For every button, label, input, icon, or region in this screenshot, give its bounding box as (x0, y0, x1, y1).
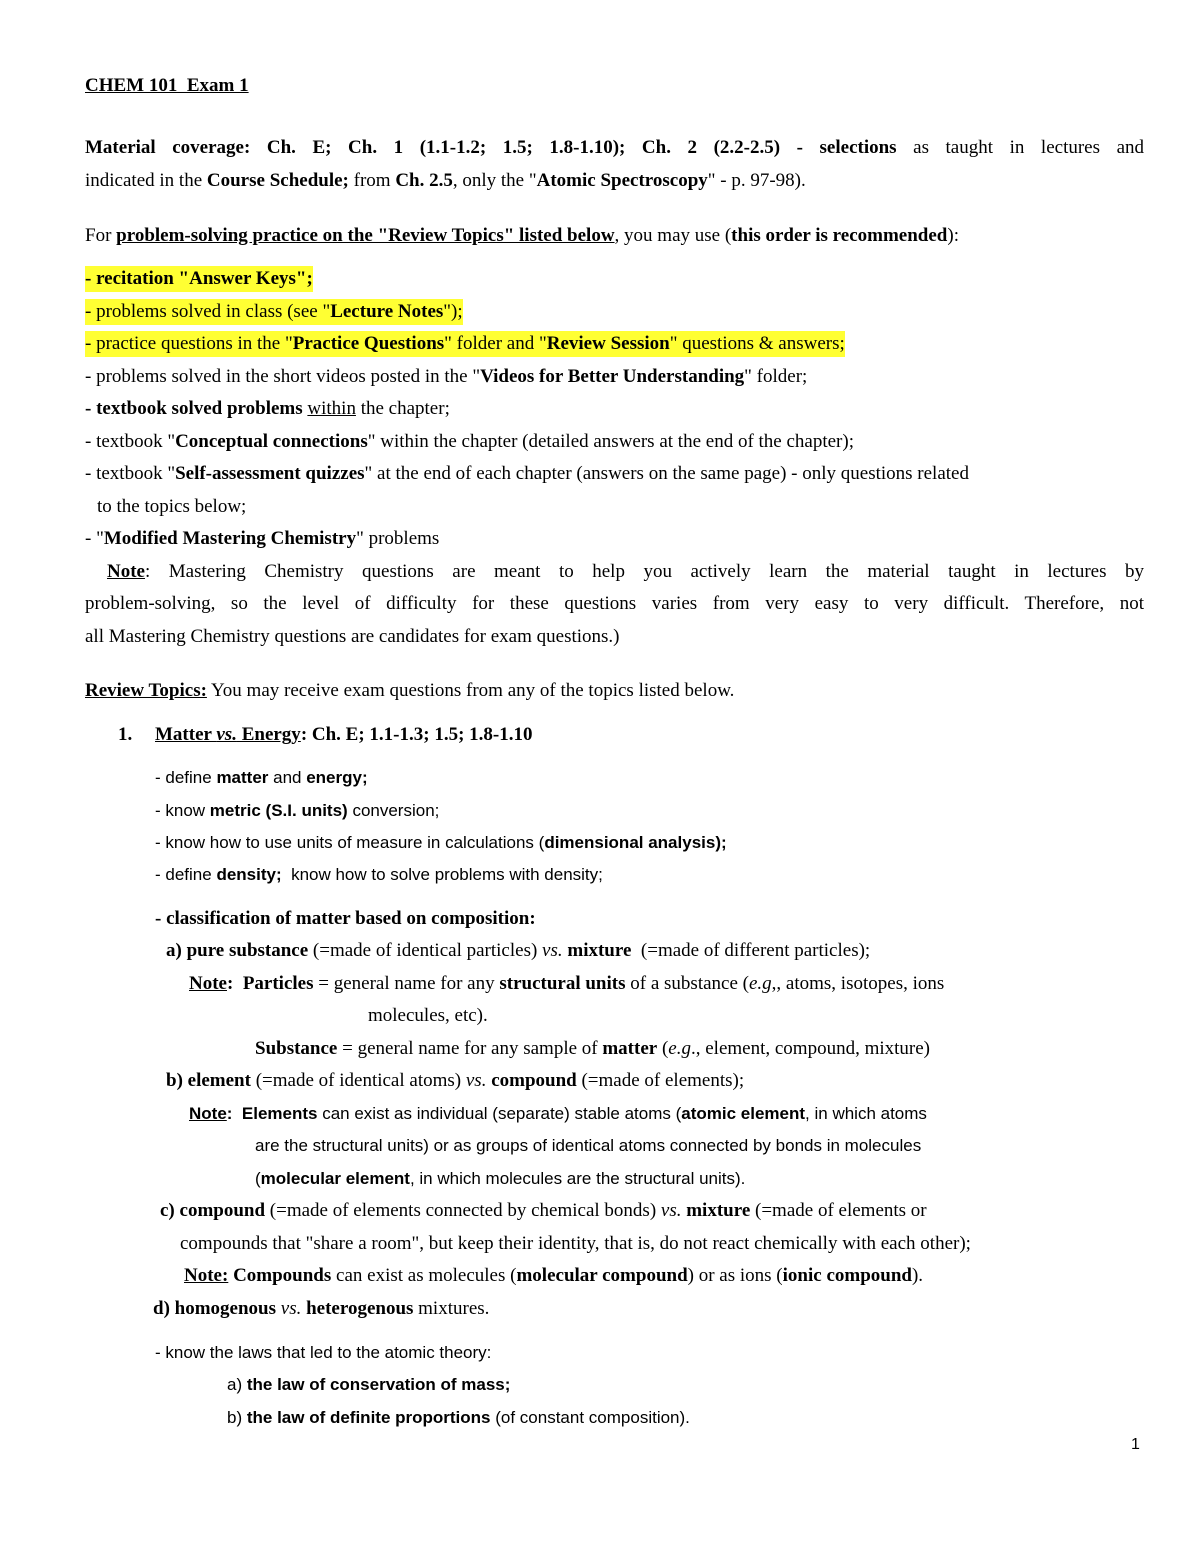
resource-solved-problems: - textbook solved problems within the chapter; (85, 398, 450, 419)
class-a-note: Note: Particles = general name for any structural units of a substance (e.g,, atoms, isotopes, ions (189, 973, 945, 994)
practice-intro: For problem-solving practice on the "Review Topics" listed below, you may use (this order is recommended): (85, 225, 959, 246)
resource-self-assessment-cont: to the topics below; (97, 496, 247, 517)
coverage-line-2: indicated in the Course Schedule; from Ch. 2.5, only the "Atomic Spectroscopy" - p. 97-98). (85, 170, 806, 191)
class-d: d) homogenous vs. heterogenous mixtures. (153, 1298, 490, 1319)
resource-answer-keys: - recitation "Answer Keys"; (85, 266, 313, 292)
class-b: b) element (=made of identical atoms) vs. compound (=made of elements); (166, 1070, 745, 1091)
resource-self-assessment: - textbook "Self-assessment quizzes" at the end of each chapter (answers on the same page) - only questions related (85, 463, 969, 484)
review-topics-heading: Review Topics: You may receive exam questions from any of the topics listed below. (85, 680, 735, 701)
class-b-note-cont-1: are the structural units) or as groups of identical atoms connected by bonds in molecules (255, 1136, 922, 1155)
class-b-note: Note: Elements can exist as individual (separate) stable atoms (atomic element, in which atoms (189, 1104, 927, 1123)
resource-practice-questions: - practice questions in the "Practice Questions" folder and "Review Session" questions & answers; (85, 331, 845, 357)
class-a-substance: Substance = general name for any sample of matter (e.g., element, compound, mixture) (255, 1038, 931, 1059)
class-b-note-cont-2: (molecular element, in which molecules are the structural units). (255, 1169, 746, 1188)
topic-1-heading: Matter vs. Energy: Ch. E; 1.1-1.3; 1.5; 1.8-1.10 (155, 724, 533, 745)
doc-title: CHEM 101 Exam 1 (85, 75, 249, 96)
class-c-cont: compounds that "share a room", but keep their identity, that is, do not react chemically with each other); (180, 1233, 971, 1254)
law-definite-proportions: b) the law of definite proportions (of constant composition). (227, 1408, 690, 1427)
item-metric: - know metric (S.I. units) conversion; (155, 801, 440, 820)
class-c: c) compound (=made of elements connected by chemical bonds) vs. mixture (=made of elements or (160, 1200, 927, 1221)
coverage-line-1: Material coverage: Ch. E; Ch. 1 (1.1-1.2; 1.5; 1.8-1.10); Ch. 2 (2.2-2.5) - selections as taught in lectures and (85, 137, 1144, 158)
topic-1-number: 1. (118, 724, 133, 745)
law-conservation-of-mass: a) the law of conservation of mass; (227, 1375, 511, 1394)
resource-lecture-notes: - problems solved in class (see "Lecture Notes"); (85, 299, 463, 325)
item-define-matter: - define matter and energy; (155, 768, 368, 787)
class-a: a) pure substance (=made of identical particles) vs. mixture (=made of different particles); (166, 940, 871, 961)
item-dimensional-analysis: - know how to use units of measure in calculations (dimensional analysis); (155, 833, 727, 852)
note-mastering-line-1: Note: Mastering Chemistry questions are meant to help you actively learn the material taught in lectures by (107, 561, 1144, 582)
class-a-note-cont: molecules, etc). (368, 1005, 488, 1026)
resource-conceptual-connections: - textbook "Conceptual connections" within the chapter (detailed answers at the end of the chapter); (85, 431, 854, 452)
laws-heading: - know the laws that led to the atomic theory: (155, 1343, 492, 1362)
note-mastering-line-2: problem-solving, so the level of difficulty for these questions varies from very easy to very difficult. Therefore, not (85, 593, 1144, 614)
note-mastering-line-3: all Mastering Chemistry questions are candidates for exam questions.) (85, 626, 620, 647)
item-density: - define density; know how to solve problems with density; (155, 865, 603, 884)
resource-videos: - problems solved in the short videos posted in the "Videos for Better Understanding" folder; (85, 366, 808, 387)
resource-mastering: - "Modified Mastering Chemistry" problems (85, 528, 440, 549)
class-c-note: Note: Compounds can exist as molecules (molecular compound) or as ions (ionic compound). (184, 1265, 924, 1286)
item-classification: - classification of matter based on composition: (155, 908, 536, 929)
page-number: 1 (1131, 1436, 1140, 1453)
